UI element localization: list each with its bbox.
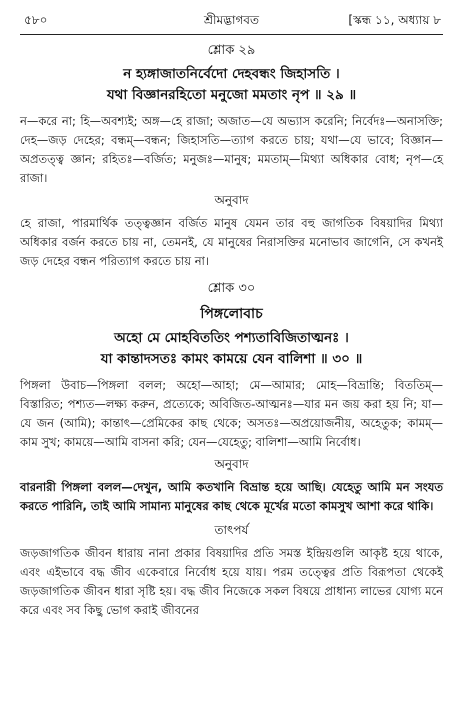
verse-heading: শ্লোক ২৯ (207, 43, 256, 58)
page-header (20, 10, 443, 32)
verse-text (20, 328, 443, 370)
word-meanings: ন—করে না; হি—অবশ্যই; অঙ্গ—হে রাজা; অজাত—যে অভ্যাস করেনি; নির্বেদঃ—অনাসক্তি; দেহ—জড় দেহের; বন্ধম্—বন্ধন; জিহাসতি—ত্যাগ করতে চায়; যথা—যে ভাবে; বিজ্ঞান—অপ্রতত্ত্ব জ্ঞান; রহিতঃ—বর্জিত; মনুজঃ—মানুষ; মমতাম্—মিথ্যা অধিকার বোধ; নৃপ—হে রাজা। (20, 114, 443, 185)
header-divider (20, 34, 443, 35)
verse-heading: শ্লোক ৩০ (207, 281, 256, 296)
purport-heading: তাৎপর্য (214, 523, 249, 537)
translation-text: হে রাজা, পারমার্থিক তত্ত্বজ্ঞান বর্জিত মানুষ যেমন তার বহু জাগতিক বিষয়াদির মিথ্যা অধিকার বর্জন করতে চায় না, তেমনই, যে মানুষের নিরাসক্তির মনোভাব জাগেনি, সে কখনই জড় দেহের বন্ধন পরিত্যাগ করতে চায় না। (20, 216, 443, 268)
speaker-label: পিঙ্গলোবাচ (200, 306, 263, 322)
verse-line: যথা বিজ্ঞানরহিতো মনুজো মমতাং নৃপ ॥ ২৯ ॥ (106, 87, 357, 103)
verse-text (20, 64, 443, 106)
verse-line: অহো মে মোহবিততিং পশ্যতাবিজিতাত্মনঃ । (114, 330, 349, 346)
page (0, 10, 459, 715)
word-meanings: পিঙ্গলা উবাচ—পিঙ্গলা বলল; অহো—আহা; মে—আমার; মোহ—বিভ্রান্তি; বিততিম্—বিস্তারিত; পশ্যত—লক্ষ্য করুন, প্রত্যেকে; অবিজিত-আত্মনঃ—যার মন জয় করা হয় নি; যা—যে জন (আমি); কান্তাৎ—প্রেমিকের কাছ থেকে; অসতঃ—অপ্রয়োজনীয়, অহেতুক; কামম্—কাম সুখ; কাময়ে—আমি বাসনা করি; যেন—যেহেতু; বালিশা—আমি নির্বোধ। (20, 378, 443, 449)
translation-text: বারনারী পিঙ্গলা বলল—দেখুন, আমি কতখানি বিভ্রান্ত হয়ে আছি। যেহেতু আমি মন সংযত করতে পারিনি, তাই আমি সামান্য মানুষের কাছ থেকে মূর্খের মতো কামসুখ আশা করে থাকি। (20, 480, 443, 513)
translation-heading: অনুবাদ (214, 193, 249, 207)
book-title: শ্রীমদ্ভাগবত (203, 13, 259, 27)
verse-line: ন হ্যঙ্গাজাতনির্বেদো দেহবন্ধং জিহাসতি । (123, 66, 340, 82)
verse-line: যা কান্তাদসতঃ কামং কাময়ে যেন বালিশা ॥ ৩০ ॥ (100, 351, 363, 367)
purport-text: জড়জাগতিক জীবন ধারায় নানা প্রকার বিষয়াদির প্রতি সমস্ত ইন্দ্রিয়গুলি আকৃষ্ট হয়ে থাকে, এবং এইভাবে বদ্ধ জীব একেবারে নির্বোধ হয়ে যায়। পরম তত্ত্বের প্রতি বিরূপতা থেকেই জড়জাগতিক জীবন ধারা সৃষ্টি হয়। বদ্ধ জীব নিজেকে সকল বিষয়ে প্রাধান্য লাভের যোগ্য মনে করে এবং সব কিছু ভোগ করাই জীবনের (20, 546, 443, 617)
section-label: [স্কন্ধ ১১, অধ্যায় ৮ (348, 13, 441, 27)
page-number: ৫৮০ (24, 13, 48, 27)
translation-heading: অনুবাদ (214, 457, 249, 471)
